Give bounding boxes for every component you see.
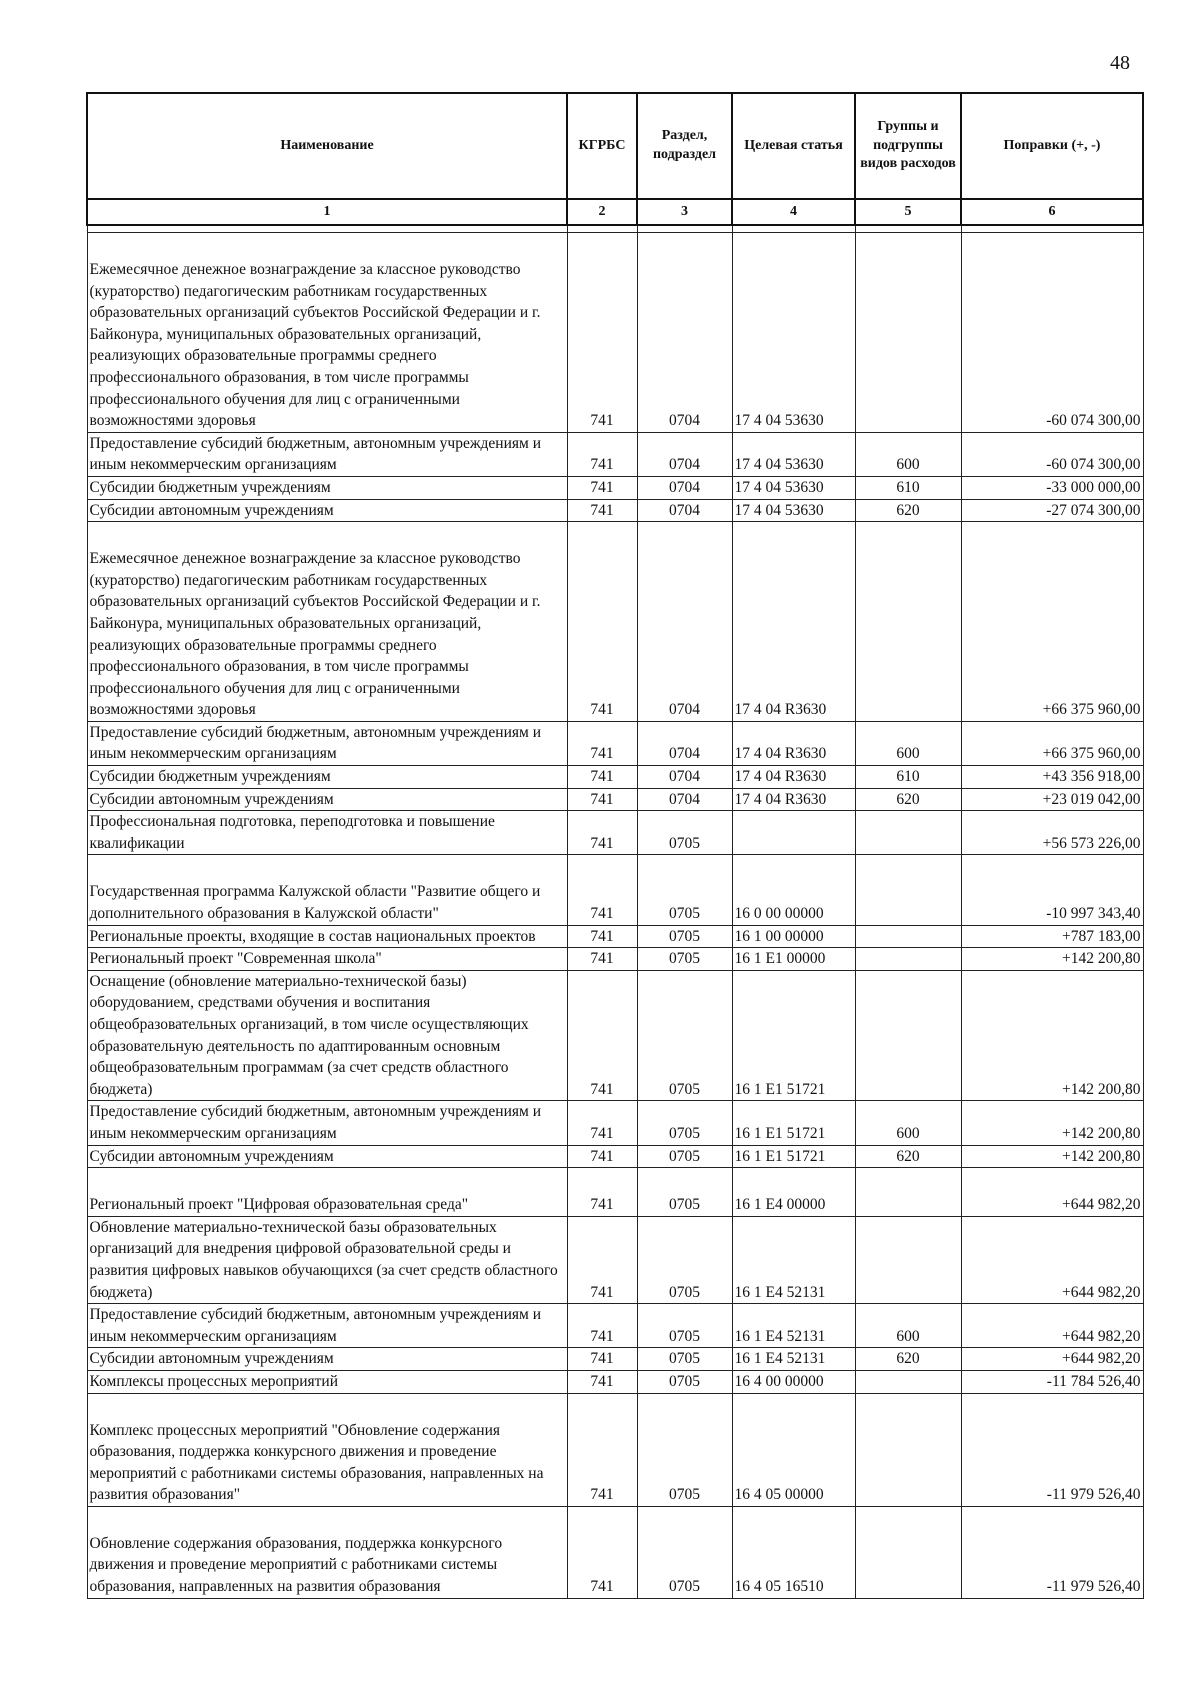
- row-kgrbs: [567, 233, 637, 433]
- row-group: [855, 766, 961, 789]
- row-article-text: 16 4 05 00000: [734, 1486, 824, 1504]
- row-section-text: 0705: [669, 1283, 700, 1301]
- row-group: [855, 721, 961, 765]
- row-article: [732, 811, 855, 855]
- row-kgrbs: [567, 432, 637, 476]
- row-section-text: 0705: [669, 1350, 700, 1368]
- row-amount: [961, 970, 1143, 1101]
- row-section: [637, 970, 732, 1101]
- row-group-text: 610: [896, 768, 920, 786]
- row-name-text: Субсидии автономным учреждениям: [89, 1350, 334, 1368]
- row-amount: [961, 499, 1143, 522]
- header-groups: Группы и подгруппы видов расходов: [855, 93, 961, 199]
- row-name-text: Субсидии автономным учреждениям: [89, 790, 334, 808]
- header-amendments: Поправки (+, -): [961, 93, 1143, 199]
- row-group: [855, 1101, 961, 1145]
- row-kgrbs-text: 741: [590, 1350, 614, 1368]
- row-kgrbs: [567, 1348, 637, 1371]
- row-name-text: Субсидии автономным учреждениям: [89, 1147, 334, 1165]
- row-article-text: 16 1 E1 51721: [734, 1124, 826, 1142]
- row-name: [87, 1348, 567, 1371]
- row-amount-text: +23 019 042,00: [1042, 790, 1141, 808]
- row-kgrbs: [567, 811, 637, 855]
- row-kgrbs-text: 741: [590, 1283, 614, 1301]
- row-kgrbs: [567, 766, 637, 789]
- row-kgrbs-text: 741: [590, 456, 614, 474]
- row-kgrbs-text: 741: [590, 1147, 614, 1165]
- row-article-text: 16 1 E1 51721: [734, 1147, 826, 1165]
- row-section: [637, 476, 732, 499]
- table-row: [87, 1145, 1143, 1168]
- row-name: [87, 1393, 567, 1506]
- header-row: [87, 93, 1143, 199]
- row-group: [855, 855, 961, 925]
- row-name-text: Субсидии бюджетным учреждениям: [89, 768, 331, 786]
- row-group: [855, 233, 961, 433]
- row-name-text: Обновление содержания образования, поддержка конкурсного движения и проведение мероприятий с работниками системы образования, направленных на развития образования: [89, 1534, 503, 1596]
- row-name: [87, 925, 567, 948]
- row-name: [87, 1168, 567, 1217]
- row-leading-space: [90, 1168, 565, 1194]
- row-amount-text: +644 982,20: [1062, 1327, 1141, 1345]
- row-amount-text: +66 375 960,00: [1042, 701, 1141, 719]
- row-kgrbs-text: 741: [590, 790, 614, 808]
- row-name-text: Субсидии автономным учреждениям: [89, 501, 334, 519]
- table-row: [87, 522, 1143, 722]
- row-amount: [961, 1168, 1143, 1217]
- row-section: [637, 1101, 732, 1145]
- row-name-text: Ежемесячное денежное вознаграждение за классное руководство (кураторство) педагогическим работникам государственных образовательных организаций субъектов Российской Федерации и г. Байконура, муниципальных образовательных организаций, реализующих образовательные программы среднего профессионального образования, в том числе программы профессионального обучения для лиц с ограниченными возможностями здоровья: [89, 261, 541, 430]
- row-leading-space: [90, 855, 565, 881]
- row-section: [637, 1145, 732, 1168]
- row-group-text: 620: [896, 790, 920, 808]
- row-kgrbs: [567, 499, 637, 522]
- row-amount-text: -60 074 300,00: [1046, 456, 1141, 474]
- row-article: [732, 721, 855, 765]
- row-amount: [961, 1393, 1143, 1506]
- row-amount-text: +142 200,80: [1062, 1080, 1141, 1098]
- row-amount: [961, 1348, 1143, 1371]
- row-kgrbs: [567, 1370, 637, 1393]
- row-article-text: 16 1 E4 00000: [734, 1196, 826, 1214]
- row-group: [855, 788, 961, 811]
- row-group: [855, 522, 961, 722]
- row-article: [732, 788, 855, 811]
- row-kgrbs: [567, 925, 637, 948]
- row-article-text: 16 1 00 00000: [734, 927, 824, 945]
- row-article: [732, 1370, 855, 1393]
- header-section: Раздел, подраздел: [637, 93, 732, 199]
- row-group: [855, 432, 961, 476]
- row-article-text: 16 1 E4 52131: [734, 1350, 826, 1368]
- row-amount-text: -33 000 000,00: [1046, 478, 1141, 496]
- row-name: [87, 855, 567, 925]
- column-number: 1: [87, 199, 567, 225]
- row-amount: [961, 476, 1143, 499]
- row-amount-text: +142 200,80: [1062, 1124, 1141, 1142]
- row-article-text: 17 4 04 R3630: [734, 701, 827, 719]
- page-number: 48: [1110, 52, 1130, 74]
- row-section-text: 0705: [669, 834, 700, 852]
- row-article-text: 17 4 04 R3630: [734, 790, 827, 808]
- row-amount: [961, 766, 1143, 789]
- row-section-text: 0704: [669, 478, 700, 496]
- table-row: [87, 855, 1143, 925]
- row-section: [637, 1393, 732, 1506]
- row-leading-space: [90, 522, 565, 548]
- row-name: [87, 1101, 567, 1145]
- row-article-text: 17 4 04 R3630: [734, 745, 827, 763]
- row-group-text: 600: [896, 1327, 920, 1345]
- row-group: [855, 811, 961, 855]
- header-name: Наименование: [87, 93, 567, 199]
- row-section-text: 0705: [669, 1486, 700, 1504]
- row-amount: [961, 721, 1143, 765]
- row-group-text: 600: [896, 1124, 920, 1142]
- header-article: Целевая статья: [732, 93, 855, 199]
- row-kgrbs: [567, 1101, 637, 1145]
- row-name: [87, 970, 567, 1101]
- row-group: [855, 1168, 961, 1217]
- row-amount-text: -27 074 300,00: [1046, 501, 1141, 519]
- table-row: [87, 1506, 1143, 1598]
- row-amount: [961, 811, 1143, 855]
- row-kgrbs: [567, 1216, 637, 1303]
- row-section: [637, 1348, 732, 1371]
- table-row: [87, 476, 1143, 499]
- header-kgrbs: КГРБС: [567, 93, 637, 199]
- row-section-text: 0705: [669, 1196, 700, 1214]
- row-section: [637, 499, 732, 522]
- row-amount-text: +56 573 226,00: [1042, 834, 1141, 852]
- row-article-text: 16 0 00 00000: [734, 905, 824, 923]
- row-name-text: Предоставление субсидий бюджетным, автономным учреждениям и иным некоммерческим организациям: [89, 434, 541, 474]
- row-amount: [961, 1506, 1143, 1598]
- row-amount: [961, 948, 1143, 971]
- row-group: [855, 1370, 961, 1393]
- row-name: [87, 721, 567, 765]
- row-kgrbs-text: 741: [590, 1486, 614, 1504]
- column-number: 2: [567, 199, 637, 225]
- row-group: [855, 970, 961, 1101]
- row-section: [637, 1370, 732, 1393]
- row-article: [732, 1168, 855, 1217]
- row-section-text: 0705: [669, 1147, 700, 1165]
- row-article: [732, 925, 855, 948]
- row-section: [637, 1216, 732, 1303]
- row-amount: [961, 432, 1143, 476]
- row-section: [637, 788, 732, 811]
- row-kgrbs: [567, 1145, 637, 1168]
- row-group: [855, 1304, 961, 1348]
- row-amount-text: +644 982,20: [1062, 1196, 1141, 1214]
- row-name-text: Региональный проект "Цифровая образовательная среда": [89, 1196, 469, 1214]
- row-article-text: 17 4 04 53630: [734, 412, 824, 430]
- row-section: [637, 925, 732, 948]
- row-name: [87, 766, 567, 789]
- row-section: [637, 766, 732, 789]
- row-article: [732, 522, 855, 722]
- row-kgrbs: [567, 788, 637, 811]
- table-row: [87, 1216, 1143, 1303]
- row-amount-text: +66 375 960,00: [1042, 745, 1141, 763]
- row-kgrbs: [567, 1168, 637, 1217]
- row-group-text: 620: [896, 1147, 920, 1165]
- row-group: [855, 1393, 961, 1506]
- row-amount: [961, 1101, 1143, 1145]
- row-kgrbs: [567, 855, 637, 925]
- table-row: [87, 233, 1143, 433]
- row-name: [87, 1145, 567, 1168]
- row-kgrbs-text: 741: [590, 478, 614, 496]
- row-name-text: Региональные проекты, входящие в состав национальных проектов: [89, 927, 536, 945]
- row-name-text: Предоставление субсидий бюджетным, автономным учреждениям и иным некоммерческим организациям: [89, 723, 541, 763]
- row-name-text: Комплекс процессных мероприятий "Обновление содержания образования, поддержка конкурсного движения и проведение мероприятий с работниками системы образования, направленных на развития образования": [89, 1421, 544, 1504]
- row-section: [637, 1168, 732, 1217]
- row-section-text: 0704: [669, 456, 700, 474]
- table-row: [87, 811, 1143, 855]
- row-group: [855, 948, 961, 971]
- row-kgrbs-text: 741: [590, 745, 614, 763]
- table-row: [87, 1304, 1143, 1348]
- row-kgrbs-text: 741: [590, 701, 614, 719]
- row-amount-text: +787 183,00: [1062, 927, 1141, 945]
- row-group: [855, 1348, 961, 1371]
- row-kgrbs-text: 741: [590, 1080, 614, 1098]
- row-kgrbs: [567, 1393, 637, 1506]
- row-article: [732, 233, 855, 433]
- column-number: 6: [961, 199, 1143, 225]
- row-amount: [961, 788, 1143, 811]
- row-group-text: 600: [896, 456, 920, 474]
- row-article: [732, 1145, 855, 1168]
- row-kgrbs: [567, 721, 637, 765]
- row-kgrbs: [567, 476, 637, 499]
- row-section-text: 0705: [669, 1124, 700, 1142]
- row-name: [87, 1506, 567, 1598]
- row-group-text: 600: [896, 745, 920, 763]
- row-amount-text: -60 074 300,00: [1046, 412, 1141, 430]
- row-kgrbs-text: 741: [590, 905, 614, 923]
- row-name-text: Оснащение (обновление материально-технической базы) оборудованием, средствами обучения и воспитания общеобразовательных организаций, в том числе осуществляющих образовательную деятельность по адаптированным основным общеобразовательным программам (за счет средств областного бюджета): [89, 972, 529, 1098]
- row-leading-space: [90, 1507, 565, 1533]
- row-section: [637, 855, 732, 925]
- row-section: [637, 1506, 732, 1598]
- row-article-text: 17 4 04 53630: [734, 501, 824, 519]
- row-kgrbs-text: 741: [590, 1372, 614, 1390]
- table-row: [87, 499, 1143, 522]
- table-row: [87, 925, 1143, 948]
- row-name: [87, 432, 567, 476]
- row-name: [87, 522, 567, 722]
- row-kgrbs-text: 741: [590, 412, 614, 430]
- row-article: [732, 948, 855, 971]
- row-section: [637, 948, 732, 971]
- row-kgrbs: [567, 522, 637, 722]
- row-name-text: Обновление материально-технической базы образовательных организаций для внедрения цифровой образовательной среды и развития цифровых навыков обучающихся (за счет средств областного бюджета): [89, 1218, 558, 1301]
- row-kgrbs-text: 741: [590, 927, 614, 945]
- row-group: [855, 925, 961, 948]
- row-group-text: 620: [896, 501, 920, 519]
- row-kgrbs-text: 741: [590, 501, 614, 519]
- row-article: [732, 476, 855, 499]
- budget-amendments-table: [86, 92, 1144, 1599]
- row-kgrbs-text: 741: [590, 1196, 614, 1214]
- row-section: [637, 1304, 732, 1348]
- row-article-text: 17 4 04 R3630: [734, 768, 827, 786]
- row-amount: [961, 1304, 1143, 1348]
- row-section-text: 0704: [669, 745, 700, 763]
- table-body: [87, 225, 1143, 1598]
- row-leading-space: [90, 1394, 565, 1420]
- row-article-text: 16 1 E1 00000: [734, 950, 826, 968]
- row-name-text: Предоставление субсидий бюджетным, автономным учреждениям и иным некоммерческим организациям: [89, 1103, 541, 1142]
- row-article-text: 16 1 E4 52131: [734, 1283, 826, 1301]
- table-row: [87, 766, 1143, 789]
- row-kgrbs-text: 741: [590, 1578, 614, 1596]
- row-article: [732, 766, 855, 789]
- row-name: [87, 233, 567, 433]
- row-section-text: 0705: [669, 1327, 700, 1345]
- row-article: [732, 1304, 855, 1348]
- row-section: [637, 432, 732, 476]
- row-kgrbs-text: 741: [590, 768, 614, 786]
- row-kgrbs: [567, 1304, 637, 1348]
- table-row: [87, 1393, 1143, 1506]
- row-section-text: 0704: [669, 501, 700, 519]
- row-group-text: 610: [896, 478, 920, 496]
- row-article: [732, 432, 855, 476]
- row-amount-text: +142 200,80: [1062, 1147, 1141, 1165]
- row-amount: [961, 925, 1143, 948]
- row-section: [637, 233, 732, 433]
- row-article: [732, 970, 855, 1101]
- column-number: 3: [637, 199, 732, 225]
- row-section-text: 0705: [669, 950, 700, 968]
- row-name-text: Комплексы процессных мероприятий: [89, 1372, 339, 1390]
- row-amount: [961, 233, 1143, 433]
- row-section-text: 0705: [669, 1080, 700, 1098]
- column-number: 5: [855, 199, 961, 225]
- row-amount: [961, 855, 1143, 925]
- row-section-text: 0705: [669, 1578, 700, 1596]
- row-leading-space: [90, 233, 565, 259]
- row-name: [87, 948, 567, 971]
- row-kgrbs-text: 741: [590, 1124, 614, 1142]
- row-name: [87, 811, 567, 855]
- row-group: [855, 1506, 961, 1598]
- row-amount: [961, 1370, 1143, 1393]
- row-article: [732, 855, 855, 925]
- table-row: [87, 1370, 1143, 1393]
- row-amount-text: -11 784 526,40: [1046, 1372, 1141, 1390]
- row-amount-text: -11 979 526,40: [1046, 1486, 1141, 1504]
- row-article-text: 16 4 00 00000: [734, 1372, 824, 1390]
- row-name-text: Субсидии бюджетным учреждениям: [89, 478, 331, 496]
- table-row: [87, 948, 1143, 971]
- row-article: [732, 1506, 855, 1598]
- column-numbers-row: [87, 199, 1143, 225]
- row-section-text: 0704: [669, 790, 700, 808]
- row-article: [732, 1348, 855, 1371]
- row-amount: [961, 1216, 1143, 1303]
- table-row: [87, 721, 1143, 765]
- row-article-text: 17 4 04 53630: [734, 456, 824, 474]
- row-section: [637, 721, 732, 765]
- table-row: [87, 1101, 1143, 1145]
- row-article: [732, 1101, 855, 1145]
- table-spacer-row: [87, 225, 1143, 233]
- column-number: 4: [732, 199, 855, 225]
- table-row: [87, 788, 1143, 811]
- row-amount: [961, 1145, 1143, 1168]
- row-name: [87, 499, 567, 522]
- row-kgrbs: [567, 970, 637, 1101]
- row-name-text: Профессиональная подготовка, переподготовка и повышение квалификации: [89, 813, 495, 852]
- row-amount-text: -11 979 526,40: [1046, 1578, 1141, 1596]
- row-kgrbs: [567, 1506, 637, 1598]
- row-section-text: 0705: [669, 905, 700, 923]
- row-kgrbs: [567, 948, 637, 971]
- row-name-text: Региональный проект "Современная школа": [89, 950, 382, 968]
- row-name-text: Предоставление субсидий бюджетным, автономным учреждениям и иным некоммерческим организациям: [89, 1306, 541, 1345]
- row-group: [855, 1216, 961, 1303]
- table-row: [87, 970, 1143, 1101]
- row-section-text: 0704: [669, 768, 700, 786]
- table-row: [87, 1168, 1143, 1217]
- row-name: [87, 1216, 567, 1303]
- row-group: [855, 1145, 961, 1168]
- row-article: [732, 1393, 855, 1506]
- row-kgrbs-text: 741: [590, 1327, 614, 1345]
- row-section-text: 0705: [669, 1372, 700, 1390]
- row-article: [732, 499, 855, 522]
- row-name: [87, 1370, 567, 1393]
- row-name-text: Ежемесячное денежное вознаграждение за классное руководство (кураторство) педагогическим работникам государственных образовательных организаций субъектов Российской Федерации и г. Байконура, муниципальных образовательных организаций, реализующих образовательные программы среднего профессионального образования, в том числе программы профессионального обучения для лиц с ограниченными возможностями здоровья: [89, 550, 541, 719]
- row-amount-text: +644 982,20: [1062, 1350, 1141, 1368]
- row-name: [87, 788, 567, 811]
- row-article-text: 16 4 05 16510: [734, 1578, 824, 1596]
- row-section-text: 0704: [669, 701, 700, 719]
- row-section-text: 0705: [669, 927, 700, 945]
- row-group-text: 620: [896, 1350, 920, 1368]
- row-name-text: Государственная программа Калужской области "Развитие общего и дополнительного образования в Калужской области": [89, 883, 541, 923]
- row-article-text: 16 1 E1 51721: [734, 1080, 826, 1098]
- row-amount: [961, 522, 1143, 722]
- row-amount-text: -10 997 343,40: [1046, 905, 1141, 923]
- row-name: [87, 1304, 567, 1348]
- table-row: [87, 432, 1143, 476]
- row-amount-text: +43 356 918,00: [1042, 768, 1141, 786]
- row-group: [855, 476, 961, 499]
- row-article: [732, 1216, 855, 1303]
- row-section-text: 0704: [669, 412, 700, 430]
- row-amount-text: +644 982,20: [1062, 1283, 1141, 1301]
- row-kgrbs-text: 741: [590, 950, 614, 968]
- table-row: [87, 1348, 1143, 1371]
- row-amount-text: +142 200,80: [1062, 950, 1141, 968]
- row-article-text: 17 4 04 53630: [734, 478, 824, 496]
- row-section: [637, 811, 732, 855]
- row-article-text: 16 1 E4 52131: [734, 1327, 826, 1345]
- row-section: [637, 522, 732, 722]
- row-group: [855, 499, 961, 522]
- row-kgrbs-text: 741: [590, 834, 614, 852]
- row-name: [87, 476, 567, 499]
